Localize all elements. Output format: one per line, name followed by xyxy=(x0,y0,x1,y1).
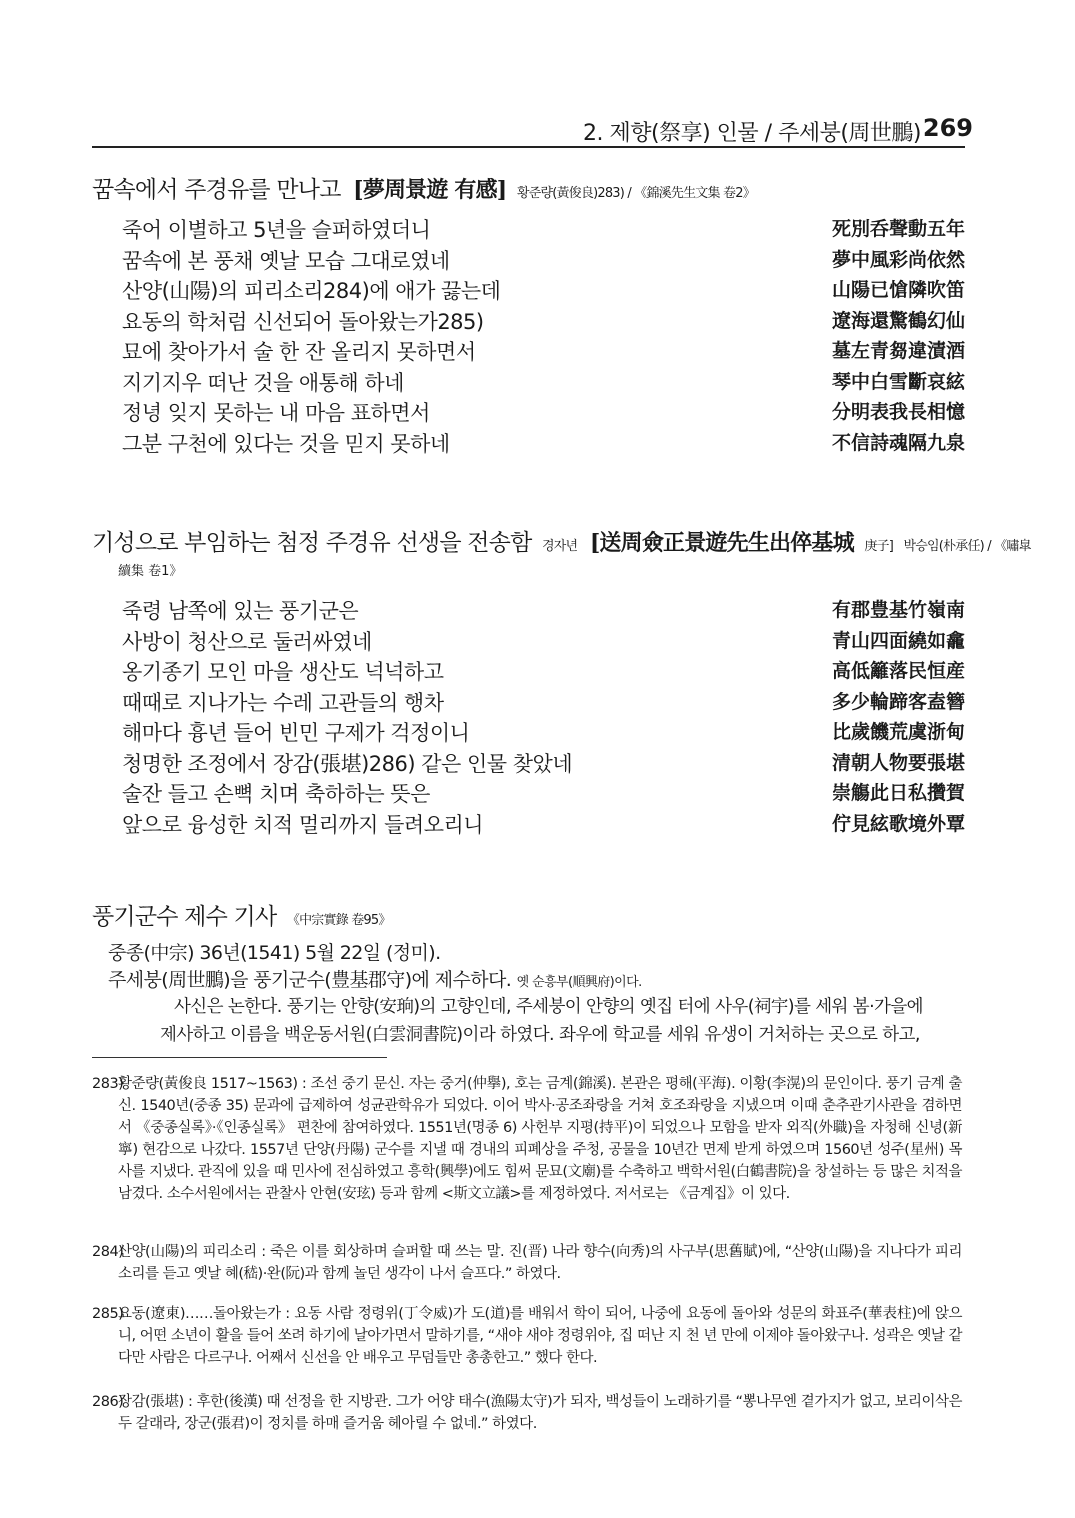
footnote-number: 286) xyxy=(92,1394,124,1410)
poem-line-original: 死別呑聲動五年 xyxy=(831,218,965,240)
section1-meta: 황준량(黃俊良)283) / 《錦溪先生文集 卷2》 xyxy=(516,186,755,201)
poem-line xyxy=(122,595,965,626)
section3-line1: 중종(中宗) 36년(1541) 5월 22일 (정미). xyxy=(108,942,441,964)
footnote-text: 요동(遼東)……돌아왔는가 : 요동 사람 정령위(丁令威)가 도(道)를 배워서 학이 되어, 나중에 요동에 돌아와 성문의 화표주(華表柱)에 앉으니, 어떤 소년이 활을 들어 쏘려 하기에 날아가면서 말하기를, “새야 새야 정령위야, 집 떠난 지 천 년 만에 이제야 돌아왔구나. 성곽은 옛날 같다만 사람은 다르구나. 어째서 신선을 안 배우고 무덤들만 총총한고.” 했다 한다. xyxy=(118,1306,962,1366)
header-title: 2. 제향(祭享) 인물 / 주세붕(周世鵬) xyxy=(583,121,921,146)
poem-line-korean: 옹기종기 모인 마을 생산도 넉넉하고 xyxy=(122,660,444,684)
section2-orig-year: 庚子] xyxy=(864,539,894,554)
poem-line-original: 多少輪蹄客盍簪 xyxy=(831,690,965,713)
poem-line-korean: 죽어 이별하고 5년을 슬퍼하였더니 xyxy=(122,218,431,242)
poem-line-original: 清朝人物要張堪 xyxy=(831,751,965,774)
poem-line xyxy=(122,687,965,718)
section1-title: 꿈속에서 주경유를 만나고 xyxy=(92,177,341,203)
section3-line3: 사신은 논한다. 풍기는 안향(安珦)의 고향인데, 주세붕이 안향의 옛집 터에 사우(祠宇)를 세워 봄·가을에 xyxy=(174,997,923,1017)
poem-line-original: 不信詩魂隔九泉 xyxy=(831,431,965,454)
poem-line-korean: 앞으로 융성한 치적 멀리까지 들려오리니 xyxy=(122,812,484,837)
footnote xyxy=(92,1241,962,1285)
poem-line-original: 有郡豊基竹嶺南 xyxy=(831,599,965,621)
section2-orig-title: [送周僉正景遊先生出倅基城 xyxy=(589,530,854,556)
poem-line xyxy=(122,245,965,276)
poem-line-korean: 사방이 청산으로 둘러싸였네 xyxy=(122,629,372,654)
poem-line-korean: 지기지우 떠난 것을 애통해 하네 xyxy=(122,370,404,395)
poem-line-original: 崇觴此日私攢賀 xyxy=(831,782,965,804)
section3-meta: 《中宗實錄 卷95》 xyxy=(286,913,391,928)
poem-line-korean: 술잔 들고 손뼉 치며 축하하는 뜻은 xyxy=(122,782,430,806)
section2-meta-cont: 續集 卷1》 xyxy=(118,564,183,579)
section1-heading xyxy=(92,171,755,204)
poem-line-korean: 산양(山陽)의 피리소리284)에 애가 끓는데 xyxy=(122,279,501,303)
section2-title: 기성으로 부임하는 첨정 주경유 선생을 전송함 xyxy=(92,530,532,556)
poem-line-korean: 그분 구천에 있다는 것을 믿지 못하네 xyxy=(122,431,450,456)
poem-line xyxy=(122,397,965,428)
footnote-text: 황준량(黃俊良 1517~1563) : 조선 중기 문신. 자는 중거(仲擧), 호는 금계(錦溪). 본관은 평해(平海). 이황(李滉)의 문인이다. 풍기 금계 출신. 1540년(중종 35) 문과에 급제하여 성균관학유가 되었다. 이어 박사·공조좌랑을 거쳐 호조좌랑을 지냈으며 이때 춘추관기사관을 겸하면서 《중종실록》·《인종실록》 편찬에 참여하였다. 1551년(명종 6) 사헌부 지평(持平)이 되었으나 모함을 받자 외직(外職)을 자청해 신녕(新寧) 현감으로 나갔다. 1557년 단양(丹陽) 군수를 지낼 때 경내의 피폐상을 주청, 공물을 10년간 면제 받게 하였으며 1560년 성주(星州) 목사를 지냈다. 관직에 있을 때 민사에 전심하였고 흥학(興學)에도 힘써 문묘(文廟)를 수축하고 백학서원(白鶴書院)을 창설하는 등 많은 치적을 남겼다. 소수서원에서는 관찰사 안현(安玹) 등과 함께 <斯文立議>를 제정하였다. 저서로는 《금계집》이 있다. xyxy=(118,1076,962,1202)
poem-line-korean: 죽령 남쪽에 있는 풍기군은 xyxy=(122,599,359,623)
poem-line-korean: 꿈속에 본 풍채 옛날 모습 그대로였네 xyxy=(122,248,450,273)
poem-line xyxy=(122,367,965,398)
poem-line xyxy=(122,809,965,840)
footnote-rule xyxy=(92,1057,387,1058)
section3-line2-note: 옛 순흥부(順興府)이다. xyxy=(516,975,642,990)
section3-line2-main: 주세붕(周世鵬)을 풍기군수(豊基郡守)에 제수하다. xyxy=(108,969,512,991)
poem-line-korean: 청명한 조정에서 장감(張堪)286) 같은 인물 찾았네 xyxy=(122,751,573,776)
poem-line xyxy=(122,306,965,337)
section2-meta: 박승임(朴承任) / 《嘯皐 xyxy=(903,539,1031,554)
poem-line-original: 佇見絃歌境外覃 xyxy=(831,812,965,835)
poem-line xyxy=(122,428,965,459)
poem-line xyxy=(122,717,965,748)
header-rule xyxy=(92,146,965,148)
section3-heading xyxy=(92,898,391,931)
footnote xyxy=(92,1391,962,1435)
section3-title: 풍기군수 제수 기사 xyxy=(92,904,277,930)
section2-heading xyxy=(92,524,1031,557)
footnote xyxy=(92,1073,962,1205)
footnote xyxy=(92,1303,962,1369)
section2-pre: 경자년 xyxy=(542,539,578,554)
poem-line-original: 夢中風彩尚依然 xyxy=(831,248,965,271)
section1-orig-title: [夢周景遊 有感] xyxy=(353,177,507,203)
section3-line4: 제사하고 이름을 백운동서원(白雲洞書院)이라 하였다. 좌우에 학교를 세워 유생이 거처하는 곳으로 하고, xyxy=(160,1025,920,1045)
section2-poem xyxy=(122,595,965,839)
poem-line-original: 山陽已愴隣吹笛 xyxy=(831,279,965,301)
footnote-number: 284) xyxy=(92,1244,124,1260)
poem-line-korean: 해마다 흉년 들어 빈민 구제가 걱정이니 xyxy=(122,721,470,745)
footnote-text: 장감(張堪) : 후한(後漢) 때 선정을 한 지방관. 그가 어양 태수(漁陽太守)가 되자, 백성들이 노래하기를 “뽕나무엔 곁가지가 없고, 보리이삭은 두 갈래라, 장군(張君)이 정치를 하매 즐거움 헤아릴 수 없네.” 하였다. xyxy=(118,1394,962,1432)
poem-line xyxy=(122,214,965,245)
page-number: 269 xyxy=(922,114,973,142)
poem-line-original: 比歲饑荒虞浙甸 xyxy=(831,721,965,743)
poem-line-original: 高低籬落民恒産 xyxy=(831,660,965,682)
poem-line-original: 墓左青芻違漬酒 xyxy=(831,340,965,362)
poem-line-original: 遼海還驚鶴幻仙 xyxy=(831,309,965,332)
poem-line-original: 琴中白雪斷哀絃 xyxy=(831,370,965,393)
section1-poem xyxy=(122,214,965,458)
footnote-number: 285) xyxy=(92,1306,124,1322)
footnote-text: 산양(山陽)의 피리소리 : 죽은 이를 회상하며 슬퍼할 때 쓰는 말. 진(晋) 나라 향수(向秀)의 사구부(思舊賦)에, “산양(山陽)을 지나다가 피리소리를 듣고 옛날 혜(嵇)·완(阮)과 함께 놀던 생각이 나서 슬프다.” 하였다. xyxy=(118,1244,962,1282)
poem-line-original: 分明表我長相憶 xyxy=(831,401,965,423)
section3-line2 xyxy=(108,965,642,992)
poem-line xyxy=(122,748,965,779)
poem-line-korean: 요동의 학처럼 신선되어 돌아왔는가285) xyxy=(122,309,484,334)
poem-line xyxy=(122,656,965,687)
footnote-number: 283) xyxy=(92,1076,124,1092)
poem-line xyxy=(122,336,965,367)
poem-line-original: 青山四面繞如龕 xyxy=(831,629,965,652)
poem-line-korean: 때때로 지나가는 수레 고관들의 행차 xyxy=(122,690,444,715)
poem-line xyxy=(122,626,965,657)
poem-line xyxy=(122,275,965,306)
poem-line xyxy=(122,778,965,809)
poem-line-korean: 묘에 찾아가서 술 한 잔 올리지 못하면서 xyxy=(122,340,476,364)
poem-line-korean: 정녕 잊지 못하는 내 마음 표하면서 xyxy=(122,401,430,425)
